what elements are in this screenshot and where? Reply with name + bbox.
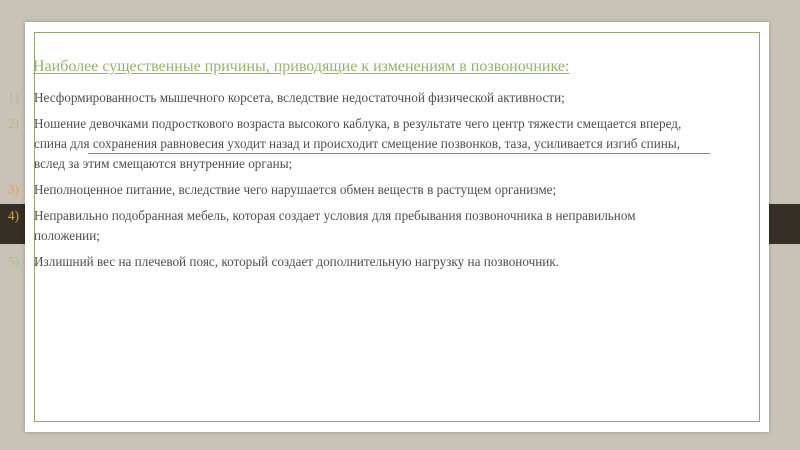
- list-item-number: 5): [8, 254, 19, 269]
- slide-title: Наиболее существенные причины, приводящие к изменениям в позвоночнике:: [33, 58, 570, 75]
- list-item-text: Неправильно подобранная мебель, которая создает условия для пребывания позвоночника в неправильном положении;: [34, 208, 636, 243]
- list-item-number: 2): [8, 116, 19, 131]
- list-item-text: Ношение девочками подросткового возраста высокого каблука, в результате чего центр тяжести смещается вперед, спина для сохранения равновесия уходит назад и происходит смещение позвонков, таза, усиливается изгиб спины, вслед за этим смещаются внутренние органы;: [34, 116, 682, 171]
- list-item: [8, 88, 698, 108]
- list-item: [8, 252, 698, 272]
- list-item: [8, 206, 698, 246]
- list-item-text: Несформированность мышечного корсета, вследствие недостаточной физической активности;: [34, 90, 565, 105]
- list-item-text: Излишний вес на плечевой пояс, который создает дополнительную нагрузку на позвоночник.: [34, 254, 560, 269]
- list-item: [8, 114, 698, 174]
- list-item-number: 4): [8, 208, 19, 223]
- causes-list: [8, 88, 698, 272]
- list-item-number: 3): [8, 182, 19, 197]
- list-item: [8, 180, 698, 200]
- list-item-number: 1): [8, 90, 19, 105]
- list-item-text: Неполноценное питание, вследствие чего нарушается обмен веществ в растущем организме;: [34, 182, 557, 197]
